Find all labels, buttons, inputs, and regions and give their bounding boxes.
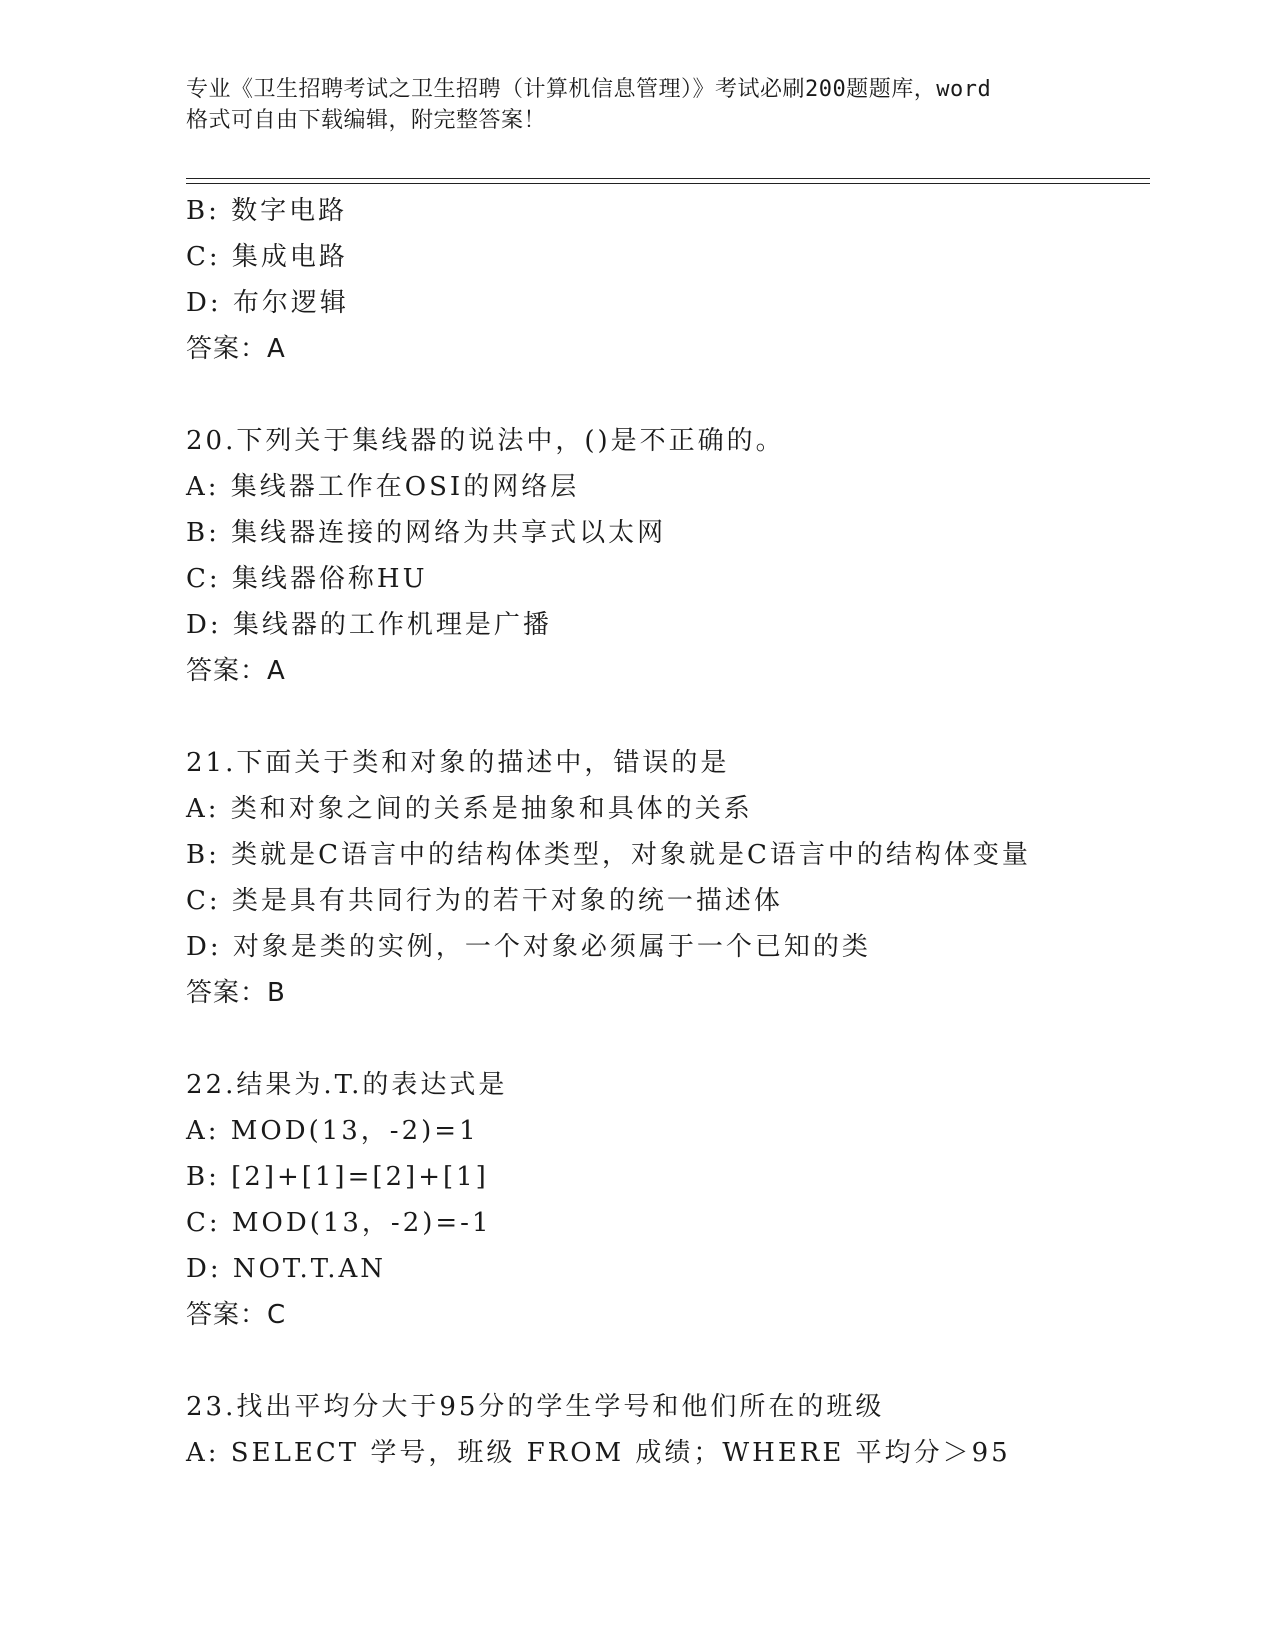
answer: 答案：C xyxy=(186,1300,287,1330)
answer: 答案：A xyxy=(186,656,286,686)
option-a: A: MOD(13，-2)=1 xyxy=(186,1116,479,1146)
spacer xyxy=(186,1338,1146,1384)
spacer xyxy=(186,694,1146,740)
option-d: D: NOT.T.AN xyxy=(186,1254,387,1284)
header-divider-top xyxy=(186,178,1150,179)
option-d: D: 布尔逻辑 xyxy=(186,288,349,318)
option-a: A: 集线器工作在OSI的网络层 xyxy=(186,472,580,502)
option-c: C: 类是具有共同行为的若干对象的统一描述体 xyxy=(186,886,783,916)
header-line-1: 专业《卫生招聘考试之卫生招聘（计算机信息管理）》考试必刷200题题库，word xyxy=(186,77,992,102)
option-b: B: 类就是C语言中的结构体类型，对象就是C语言中的结构体变量 xyxy=(186,840,1031,870)
header-line-2: 格式可自由下载编辑，附完整答案！ xyxy=(186,108,547,133)
question-21 xyxy=(186,740,1146,1016)
question-22 xyxy=(186,1062,1146,1338)
spacer xyxy=(186,372,1146,418)
question-text: 21.下面关于类和对象的描述中，错误的是 xyxy=(186,748,730,778)
question-19 xyxy=(186,188,1146,372)
header-divider-bottom xyxy=(186,183,1150,184)
option-d: D: 对象是类的实例，一个对象必须属于一个已知的类 xyxy=(186,932,871,962)
option-a: A: 类和对象之间的关系是抽象和具体的关系 xyxy=(186,794,753,824)
option-a: A: SELECT 学号，班级 FROM 成绩；WHERE 平均分＞95 xyxy=(186,1438,1011,1468)
option-c: C: 集线器俗称HU xyxy=(186,564,428,594)
option-b: B: 集线器连接的网络为共享式以太网 xyxy=(186,518,667,548)
option-b: B: [2]+[1]=[2]+[1] xyxy=(186,1162,489,1192)
option-c: C: 集成电路 xyxy=(186,242,348,272)
question-text: 23.找出平均分大于95分的学生学号和他们所在的班级 xyxy=(186,1392,885,1422)
question-list xyxy=(186,188,1146,1476)
spacer xyxy=(186,1016,1146,1062)
answer: 答案：A xyxy=(186,334,286,364)
option-c: C: MOD(13，-2)=-1 xyxy=(186,1208,492,1238)
option-b: B: 数字电路 xyxy=(186,196,348,226)
option-d: D: 集线器的工作机理是广播 xyxy=(186,610,552,640)
question-20 xyxy=(186,418,1146,694)
document-header xyxy=(186,74,1086,136)
question-text: 20.下列关于集线器的说法中，()是不正确的。 xyxy=(186,426,785,456)
question-text: 22.结果为.T.的表达式是 xyxy=(186,1070,508,1100)
answer: 答案：B xyxy=(186,978,286,1008)
question-23 xyxy=(186,1384,1146,1476)
